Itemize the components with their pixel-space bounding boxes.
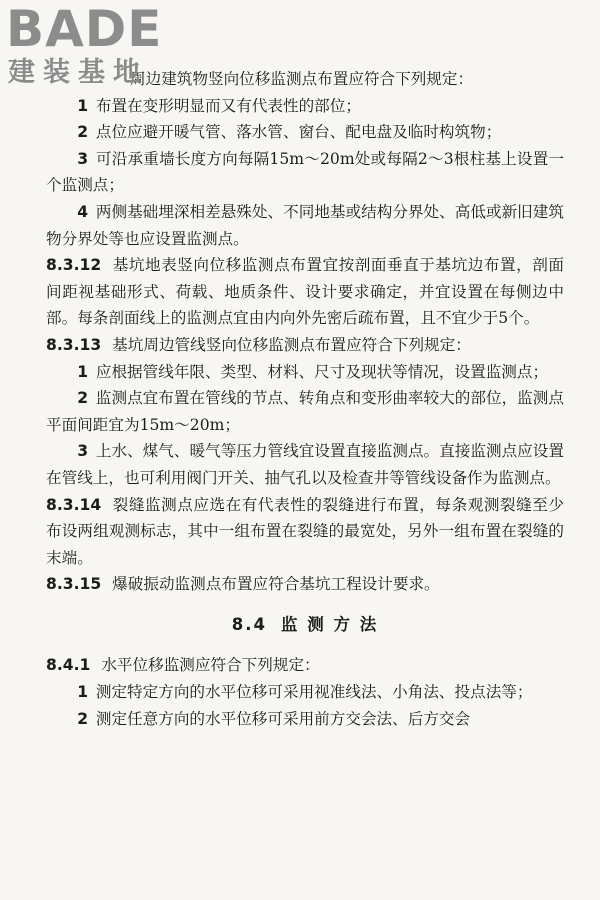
list-item <box>46 706 564 733</box>
item-number: 1 <box>77 362 89 381</box>
paragraph-text: 布置在变形明显而又有代表性的部位； <box>95 96 361 115</box>
item-number: 2 <box>77 389 89 408</box>
logo-word: BADE <box>6 0 163 58</box>
item-number: 4 <box>77 202 89 221</box>
paragraph-text: 监测点宜布置在管线的节点、转角点和变形曲率较大的部位，监测点平面间距宜为15m～20m； <box>46 389 564 434</box>
document-body <box>46 66 564 732</box>
paragraph-text: 基坑地表竖向位移监测点布置宜按剖面垂直于基坑边布置，剖面间距视基础形式、荷载、地质条件、设计要求确定，并宜设置在每侧边中部。每条剖面线上的监测点宜由内向外先密后疏布置，且不宜少于5个。 <box>46 256 564 328</box>
paragraph-text: 爆破振动监测点布置应符合基坑工程设计要求。 <box>112 575 440 594</box>
list-item <box>46 146 564 199</box>
section-title: 监 测 方 法 <box>281 614 379 634</box>
clause-paragraph <box>46 252 564 332</box>
item-number: 3 <box>77 442 89 461</box>
clause-paragraph <box>46 332 564 359</box>
paragraph-text: 两侧基础埋深相差悬殊处、不同地基或结构分界处、高低或新旧建筑物分界处等也应设置监测点。 <box>46 202 564 248</box>
clause-paragraph <box>46 571 564 598</box>
clause-paragraph <box>46 492 564 572</box>
list-item <box>46 679 564 706</box>
section-number: 8.4 <box>231 614 267 634</box>
paragraph-text: 可沿承重墙长度方向每隔15m～20m处或每隔2～3根柱基上设置一个监测点； <box>46 149 564 195</box>
list-item <box>46 93 564 120</box>
item-number: 2 <box>77 123 89 142</box>
clauses-8-4 <box>46 652 564 732</box>
item-number: 1 <box>77 96 89 115</box>
bade-watermark-logo <box>6 0 178 92</box>
paragraph-text: 上水、煤气、暖气等压力管线宜设置直接监测点。直接监测点应设置在管线上，也可利用阀门开关、抽气孔以及检查井等管线设备作为监测点。 <box>46 442 564 487</box>
clause-number: 8.3.13 <box>46 335 102 354</box>
paragraph-text: 点位应避开暖气管、落水管、窗台、配电盘及临时构筑物； <box>95 123 502 142</box>
item-number: 1 <box>77 683 89 702</box>
paragraph-text: 测定任意方向的水平位移可采用前方交会法、后方交会 <box>95 709 471 728</box>
clauses-8-3 <box>46 66 564 598</box>
list-item <box>46 119 564 146</box>
logo-subtitle: 建装基地 <box>8 57 148 88</box>
paragraph-text: 周边建筑物竖向位移监测点布置应符合下列规定： <box>130 70 474 88</box>
clause-paragraph <box>46 652 564 679</box>
paragraph-text: 测定特定方向的水平位移可采用视准线法、小角法、投点法等； <box>95 683 533 702</box>
paragraph-text: 水平位移监测应符合下列规定： <box>101 656 320 675</box>
clause-number: 8.4.1 <box>46 656 91 675</box>
clause-number: 8.3.12 <box>46 256 102 275</box>
item-number: 2 <box>77 709 89 728</box>
section-heading <box>46 612 564 639</box>
clause-number: 8.3.15 <box>46 575 102 594</box>
clause-number: 8.3.14 <box>46 495 102 514</box>
list-item <box>46 359 564 386</box>
paragraph-text: 应根据管线年限、类型、材料、尺寸及现状等情况，设置监测点； <box>95 362 549 381</box>
list-item <box>46 438 564 491</box>
list-item <box>46 385 564 438</box>
paragraph-text: 基坑周边管线竖向位移监测点布置应符合下列规定： <box>112 335 471 354</box>
item-number: 3 <box>77 149 89 168</box>
paragraph-text: 裂缝监测点应选在有代表性的裂缝进行布置，每条观测裂缝至少布设两组观测标志，其中一组布置在裂缝的最宽处，另外一组布置在裂缝的末端。 <box>46 495 564 567</box>
list-item <box>46 199 564 252</box>
